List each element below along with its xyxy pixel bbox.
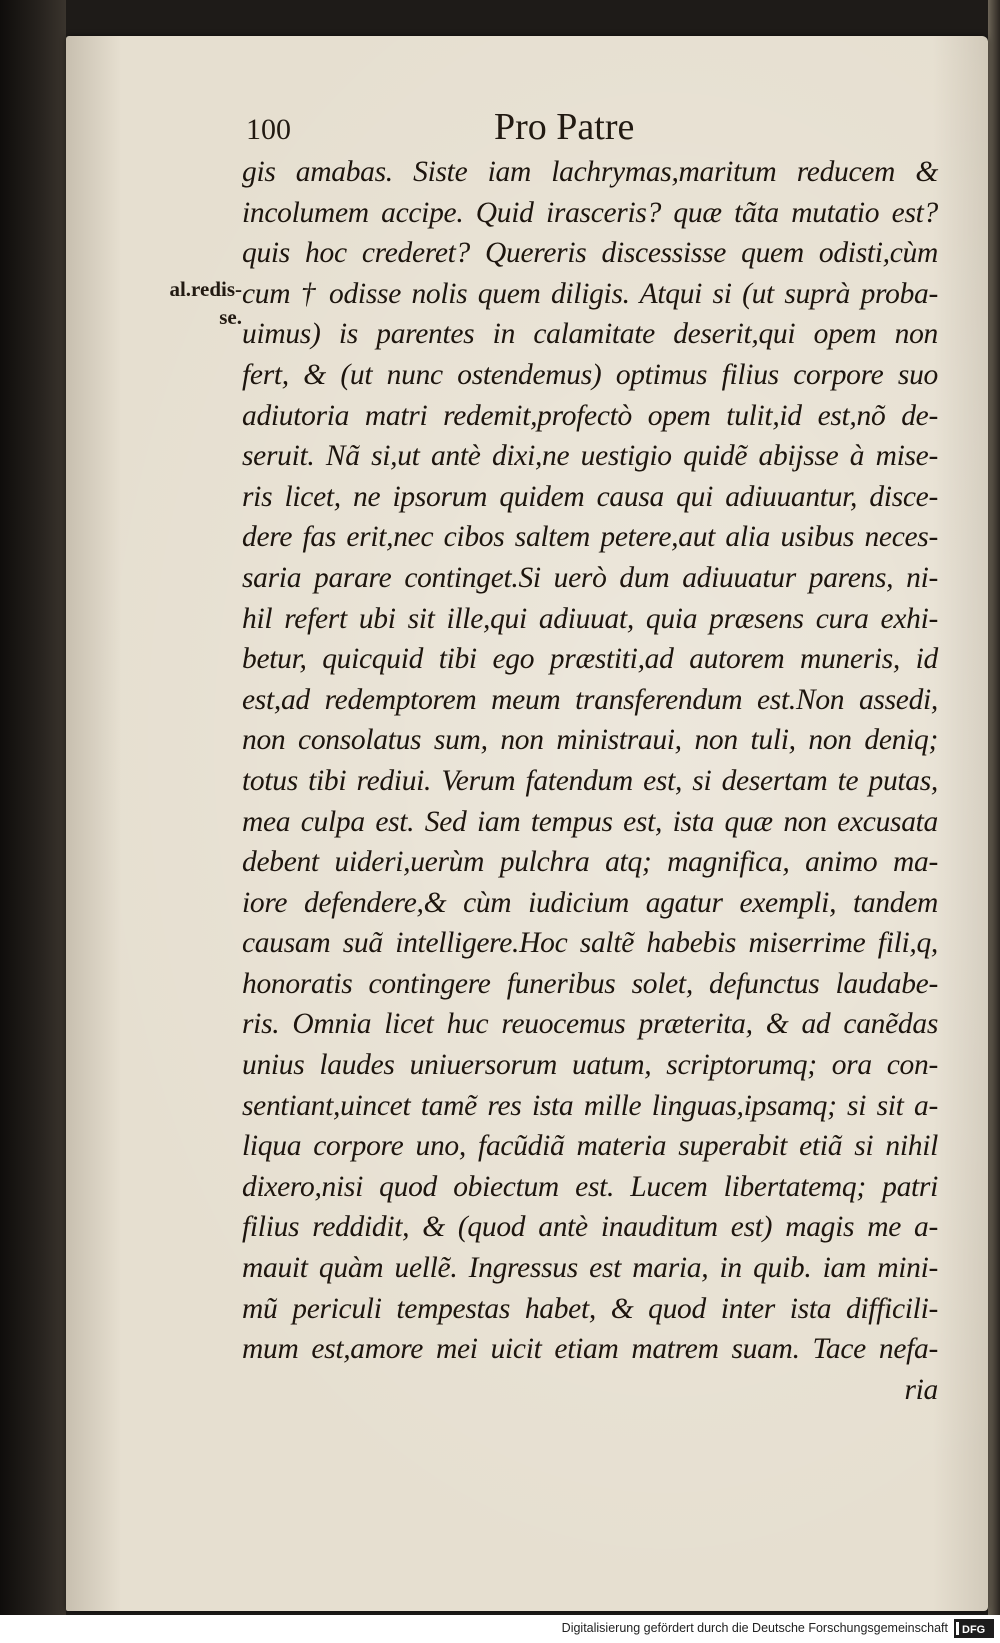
text-line: ria bbox=[904, 1373, 938, 1406]
scan-right-edge bbox=[988, 0, 1000, 1630]
text-line: dere fas erit,nec cibos saltem petere,aut alia usibus neces- bbox=[242, 521, 938, 554]
text-line: causam suã intelligere.Hoc saltẽ habebis miserrime fili,q, bbox=[242, 927, 938, 960]
text-line: iore defendere,& cùm iudicium agatur exempli, tandem bbox=[242, 886, 938, 919]
text-line: mea culpa est. Sed iam tempus est, ista quæ non excusata bbox=[242, 805, 938, 838]
text-line: filius reddidit, & (quod antè inauditum est) magis me a- bbox=[242, 1211, 938, 1244]
text-line: seruit. Nã si,ut antè dixi,ne uestigio quidẽ abijsse à mise- bbox=[242, 440, 938, 473]
text-line: non consolatus sum, non ministraui, non tuli, non deniq; bbox=[242, 724, 938, 757]
text-line: incolumem accipe. Quid irasceris? quæ tãta mutatio est? bbox=[242, 196, 938, 229]
text-line: debent uideri,uerùm pulchra atq; magnifica, animo ma- bbox=[242, 846, 938, 879]
body-text bbox=[242, 152, 938, 1410]
text-line: liqua corpore uno, facũdiã materia superabit etiã si nihil bbox=[242, 1130, 938, 1163]
text-line: saria parare continget.Si uerò dum adiuuatur parens, ni- bbox=[242, 561, 938, 594]
digitization-footer bbox=[0, 1615, 1000, 1643]
text-line: dixero,nisi quod obiectum est. Lucem libertatemq; patri bbox=[242, 1170, 938, 1203]
dfg-logo-text: DFG bbox=[962, 1624, 986, 1636]
dfg-logo bbox=[954, 1619, 994, 1638]
text-line: adiutoria matri redemit,profectò opem tulit,id est,nõ de- bbox=[242, 399, 938, 432]
funding-credit: Digitalisierung gefördert durch die Deutsche Forschungsgemeinschaft bbox=[561, 1621, 948, 1635]
text-line: mauit quàm uellẽ. Ingressus est maria, in quib. iam mini- bbox=[242, 1252, 938, 1285]
text-line: fert, & (ut nunc ostendemus) optimus filius corpore suo bbox=[242, 358, 938, 391]
text-line: uimus) is parentes in calamitate deserit,qui opem non bbox=[242, 318, 938, 351]
text-line: betur, quicquid tibi ego præstiti,ad autorem muneris, id bbox=[242, 643, 938, 676]
text-line: mũ periculi tempestas habet, & quod inter ista difficili- bbox=[242, 1292, 938, 1325]
text-line: ris licet, ne ipsorum quidem causa qui adiuuantur, disce- bbox=[242, 480, 938, 513]
text-line: sentiant,uincet tamẽ res ista mille linguas,ipsamq; si sit a- bbox=[242, 1089, 938, 1122]
scan-binding-shadow bbox=[0, 0, 66, 1643]
text-line: ris. Omnia licet huc reuocemus præterita, & ad canẽdas bbox=[242, 1008, 938, 1041]
page-number: 100 bbox=[246, 113, 291, 146]
text-line: unius laudes uniuersorum uatum, scriptorumq; ora con- bbox=[242, 1049, 938, 1082]
text-line: gis amabas. Siste iam lachrymas,maritum reducem & bbox=[242, 156, 938, 188]
text-line: honoratis contingere funeribus solet, defunctus laudabe- bbox=[242, 967, 938, 1000]
text-line: quis hoc crederet? Quereris discessisse quem odisti,cùm bbox=[242, 237, 938, 270]
text-line: mum est,amore mei uicit etiam matrem suam. Tace nefa- bbox=[242, 1333, 938, 1366]
text-line: cum † odisse nolis quem diligis. Atqui si (ut suprà proba- bbox=[242, 277, 938, 310]
margin-note: al.redis- se. bbox=[169, 277, 242, 329]
page-header bbox=[246, 105, 932, 148]
running-head: Pro Patre bbox=[494, 106, 635, 148]
text-line: est,ad redemptorem meum transferendum est.Non assedi, bbox=[242, 683, 938, 716]
text-line: totus tibi rediui. Verum fatendum est, si desertam te putas, bbox=[242, 764, 938, 797]
text-line: hil refert ubi sit ille,qui adiuuat, quia præsens cura exhi- bbox=[242, 602, 938, 635]
